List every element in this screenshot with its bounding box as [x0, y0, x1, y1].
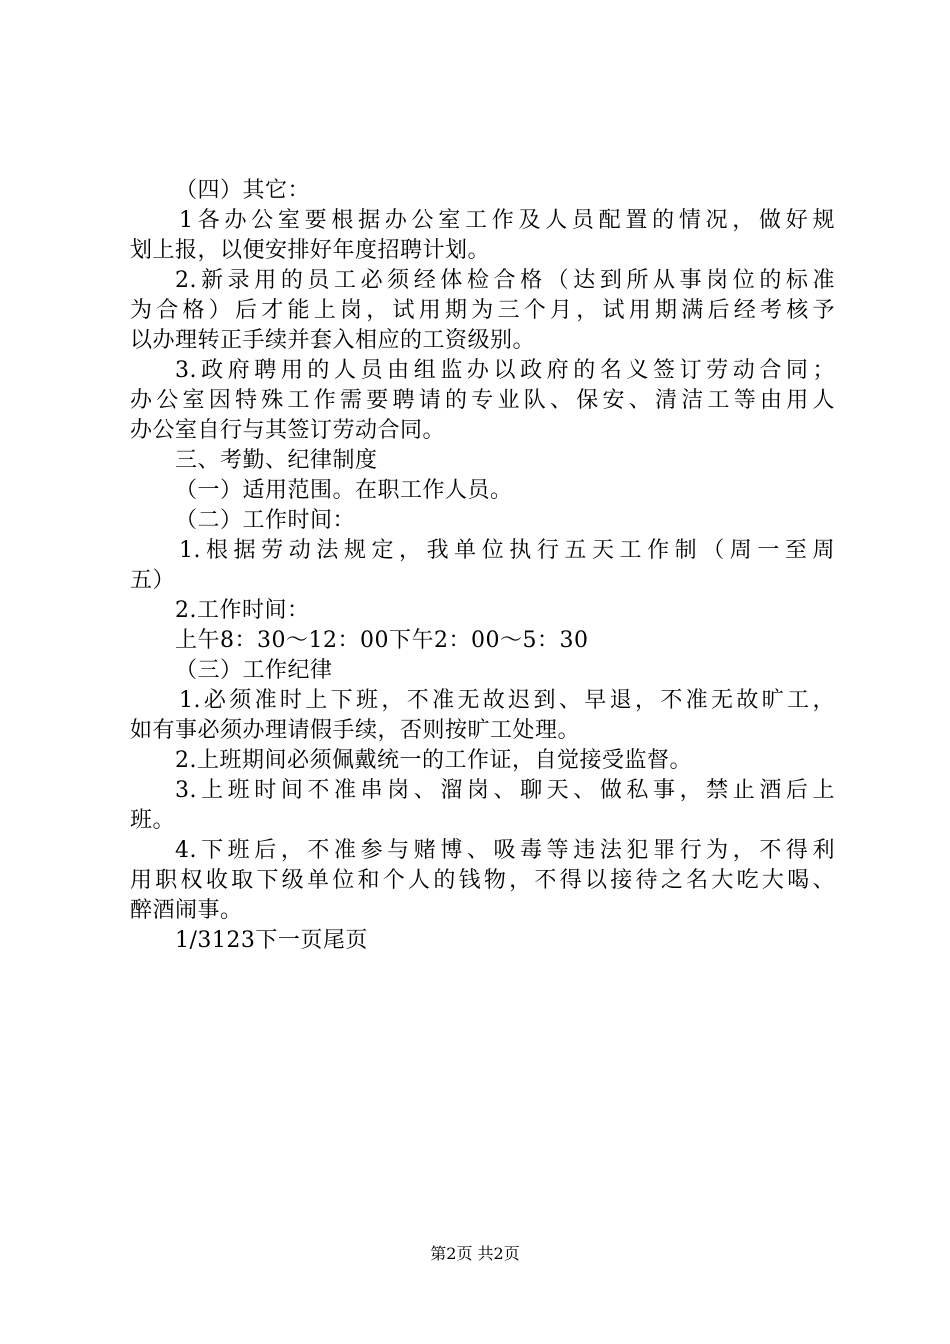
paragraph-line: 五） — [130, 568, 176, 593]
paragraph-line: 2.工作时间： — [175, 598, 310, 623]
page-footer: 第2页 共2页 — [430, 1244, 520, 1263]
paragraph-line: 办公室因特殊工作需要聘请的专业队、保安、清洁工等由用人 — [130, 388, 835, 413]
subsection-heading-work-time: （二）工作时间： — [175, 508, 356, 533]
paragraph-line: 1.根据劳动法规定，我单位执行五天工作制（周一至周 — [179, 538, 835, 563]
paragraph-line: 如有事必须办理请假手续，否则按旷工处理。 — [130, 718, 581, 743]
paragraph-line: 2.上班期间必须佩戴统一的工作证，自觉接受监督。 — [175, 748, 692, 773]
paragraph-line: 以办理转正手续并套入相应的工资级别。 — [130, 328, 536, 353]
paragraph-line: 1各办公室要根据办公室工作及人员配置的情况，做好规 — [179, 208, 835, 233]
section-heading-attendance: 三、考勤、纪律制度 — [175, 448, 378, 473]
document-body — [130, 176, 835, 956]
paragraph-line: 3.上班时间不准串岗、溜岗、聊天、做私事，禁止酒后上 — [175, 778, 835, 803]
paragraph-line: 为合格）后才能上岗，试用期为三个月，试用期满后经考核予 — [130, 298, 835, 323]
subsection-heading-discipline: （三）工作纪律 — [175, 658, 333, 683]
paragraph-line: 醉酒闹事。 — [130, 898, 243, 923]
paragraph-line: 班。 — [130, 808, 176, 833]
section-heading-other: （四）其它： — [175, 178, 311, 203]
paragraph-line: 用职权收取下级单位和个人的钱物，不得以接待之名大吃大喝、 — [130, 868, 835, 893]
work-hours-line: 上午8：30～12：00下午2：00～5：30 — [175, 628, 589, 653]
paragraph-line: 1.必须准时上下班，不准无故迟到、早退，不准无故旷工， — [179, 688, 835, 713]
paragraph-line: 划上报，以便安排好年度招聘计划。 — [130, 238, 491, 263]
paragraph-line: 3.政府聘用的人员由组监办以政府的名义签订劳动合同； — [175, 358, 835, 383]
subsection-heading-scope: （一）适用范围。在职工作人员。 — [175, 478, 513, 503]
paragraph-line: 4.下班后，不准参与赌博、吸毒等违法犯罪行为，不得利 — [175, 838, 835, 863]
paragraph-line: 2.新录用的员工必须经体检合格（达到所从事岗位的标准 — [175, 268, 835, 293]
pagination-text: 1/3123下一页尾页 — [175, 928, 368, 953]
paragraph-line: 办公室自行与其签订劳动合同。 — [130, 418, 446, 443]
